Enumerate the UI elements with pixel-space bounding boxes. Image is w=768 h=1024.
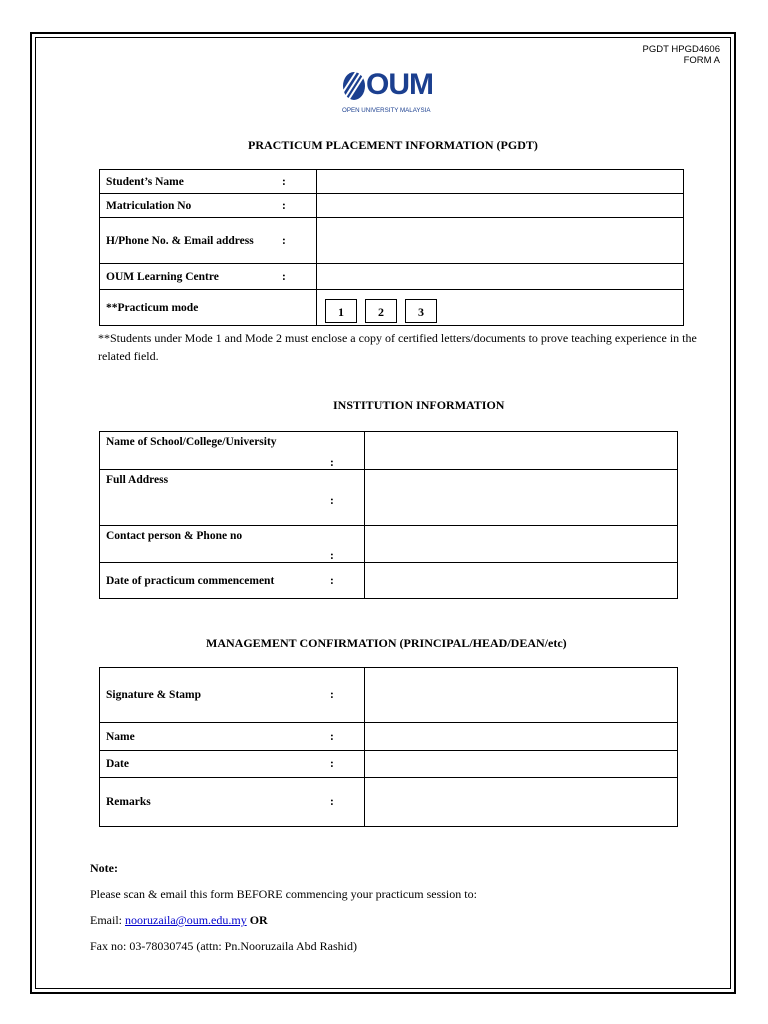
mode-3-box[interactable]: 3: [405, 299, 437, 323]
field-label: Date: [100, 751, 331, 778]
field-colon: :: [330, 526, 365, 563]
table-row: [100, 432, 678, 470]
field-label: OUM Learning Centre: [100, 264, 283, 290]
logo-wordmark: OUM: [366, 68, 433, 101]
section2-title: INSTITUTION INFORMATION: [333, 398, 505, 412]
field-label: Student’s Name: [100, 170, 283, 194]
field-label: Date of practicum commencement: [100, 563, 331, 599]
mode-footnote: **Students under Mode 1 and Mode 2 must enclose a copy of certified letters/documents to prove teaching experience in the related field.: [98, 331, 697, 363]
table-row: [100, 170, 684, 194]
table-row: [100, 470, 678, 526]
field-colon: :: [330, 778, 365, 827]
email-link[interactable]: nooruzaila@oum.edu.my: [125, 913, 247, 927]
mode-2-box[interactable]: 2: [365, 299, 397, 323]
table-row: [100, 723, 678, 751]
field-colon: [282, 290, 317, 326]
table-row: [100, 751, 678, 778]
table-row: [100, 778, 678, 827]
field-label: **Practicum mode: [100, 290, 283, 326]
field-label: Remarks: [100, 778, 331, 827]
email-prefix: Email:: [90, 913, 125, 927]
table-row: [100, 563, 678, 599]
field-colon: :: [330, 432, 365, 470]
field-label: Signature & Stamp: [100, 668, 331, 723]
field-label: Name: [100, 723, 331, 751]
table-row: [100, 218, 684, 264]
oum-logo: [340, 70, 450, 116]
form-code: [643, 44, 720, 66]
student-name-field[interactable]: [317, 170, 684, 194]
mode-1-box[interactable]: 1: [325, 299, 357, 323]
field-label: H/Phone No. & Email address: [100, 218, 283, 264]
full-address-field[interactable]: [365, 470, 678, 526]
field-colon: :: [330, 668, 365, 723]
management-table: [99, 667, 678, 827]
school-name-field[interactable]: [365, 432, 678, 470]
matriculation-field[interactable]: [317, 194, 684, 218]
table-row: [100, 290, 684, 326]
field-colon: :: [330, 723, 365, 751]
manager-name-field[interactable]: [365, 723, 678, 751]
form-code-line1: PGDT HPGD4606: [642, 44, 720, 55]
table-row: [100, 668, 678, 723]
oum-globe-icon: [340, 70, 368, 104]
section3-title: MANAGEMENT CONFIRMATION (PRINCIPAL/HEAD/DEAN/etc): [206, 636, 567, 650]
field-colon: :: [282, 264, 317, 290]
practicum-mode-cell: [317, 290, 684, 326]
field-colon: :: [282, 170, 317, 194]
email-suffix: OR: [246, 913, 268, 927]
commencement-date-field[interactable]: [365, 563, 678, 599]
field-label: Name of School/College/University: [100, 432, 331, 470]
confirmation-date-field[interactable]: [365, 751, 678, 778]
signature-stamp-field[interactable]: [365, 668, 678, 723]
field-label: Contact person & Phone no: [100, 526, 331, 563]
field-colon: :: [330, 751, 365, 778]
section1-title: PRACTICUM PLACEMENT INFORMATION (PGDT): [248, 138, 538, 152]
learning-centre-field[interactable]: [317, 264, 684, 290]
field-colon: :: [330, 470, 365, 526]
note-instruction: Please scan & email this form BEFORE commencing your practicum session to:: [90, 887, 477, 901]
table-row: [100, 526, 678, 563]
form-code-line2: FORM A: [683, 55, 720, 66]
placement-table: [99, 169, 684, 326]
remarks-field[interactable]: [365, 778, 678, 827]
note-fax: Fax no: 03-78030745 (attn: Pn.Nooruzaila Abd Rashid): [90, 939, 357, 953]
field-colon: :: [282, 194, 317, 218]
note-heading: Note:: [90, 861, 118, 875]
logo-subtitle: OPEN UNIVERSITY MALAYSIA: [342, 107, 431, 114]
field-colon: :: [282, 218, 317, 264]
note-email-line: [90, 913, 268, 928]
table-row: [100, 264, 684, 290]
field-colon: :: [330, 563, 365, 599]
field-label: Full Address: [100, 470, 331, 526]
institution-table: [99, 431, 678, 599]
table-row: [100, 194, 684, 218]
contact-person-field[interactable]: [365, 526, 678, 563]
phone-email-field[interactable]: [317, 218, 684, 264]
field-label: Matriculation No: [100, 194, 283, 218]
